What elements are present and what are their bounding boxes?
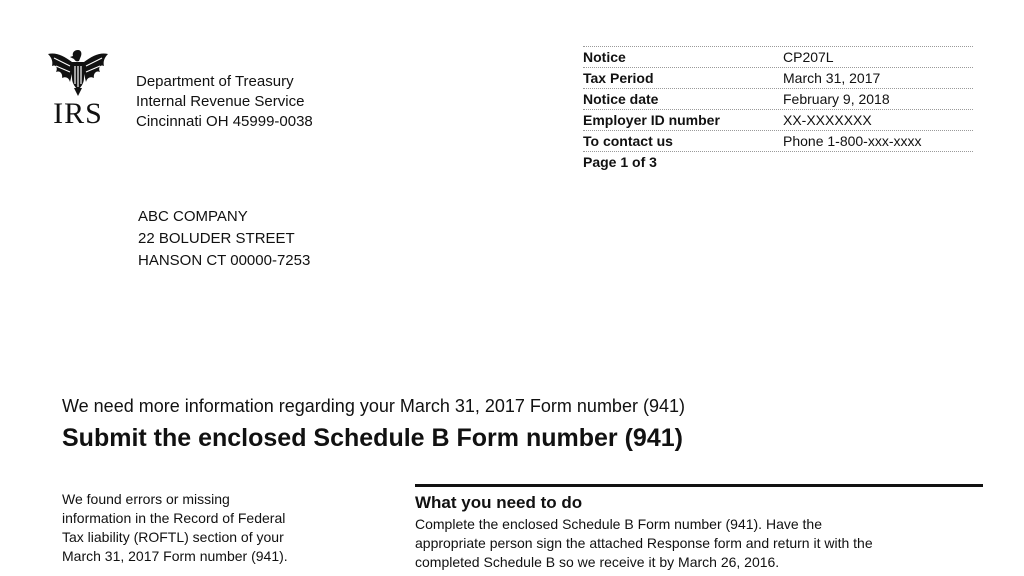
irs-logo — [44, 44, 112, 134]
department-name: Department of Treasury — [136, 73, 294, 90]
recipient-city: HANSON CT 00000-7253 — [138, 252, 311, 269]
recipient-address — [138, 206, 310, 272]
page-indicator-row — [583, 152, 973, 172]
letter-subheading: We need more information regarding your March 31, 2017 Form number (941) — [62, 396, 685, 416]
section-divider — [415, 484, 983, 487]
section-line: appropriate person sign the attached Response form and return it with the — [415, 535, 873, 551]
what-to-do-section — [415, 484, 983, 572]
section-title: What you need to do — [415, 493, 583, 512]
irs-wordmark: IRS — [53, 97, 103, 130]
summary-line: Tax liability (ROFTL) section of your — [62, 529, 284, 545]
notice-info-table — [583, 46, 973, 172]
notice-label: Notice — [583, 49, 626, 65]
letter-heading: Submit the enclosed Schedule B Form number (941) — [62, 424, 683, 452]
notice-value: CP207L — [783, 49, 834, 65]
notice-row — [583, 46, 973, 68]
section-body — [415, 515, 983, 572]
notice-label: Tax Period — [583, 70, 654, 86]
summary-line: information in the Record of Federal — [62, 510, 286, 526]
notice-row — [583, 110, 973, 131]
summary-text — [62, 490, 352, 566]
eagle-seal-icon — [44, 44, 112, 98]
notice-value: Phone 1-800-xxx-xxxx — [783, 133, 922, 149]
summary-line: We found errors or missing — [62, 491, 230, 507]
notice-label: Notice date — [583, 91, 659, 107]
agency-address — [136, 72, 313, 132]
notice-value: March 31, 2017 — [783, 70, 881, 86]
service-name: Internal Revenue Service — [136, 93, 305, 110]
recipient-street: 22 BOLUDER STREET — [138, 230, 295, 247]
page-indicator: Page 1 of 3 — [583, 154, 657, 170]
notice-row — [583, 89, 973, 110]
section-line: completed Schedule B so we receive it by March 26, 2016. — [415, 554, 780, 570]
summary-line: March 31, 2017 Form number (941). — [62, 548, 288, 564]
notice-label: Employer ID number — [583, 112, 720, 128]
notice-row — [583, 131, 973, 152]
notice-value: XX-XXXXXXX — [783, 112, 872, 128]
notice-row — [583, 68, 973, 89]
recipient-name: ABC COMPANY — [138, 208, 248, 225]
notice-label: To contact us — [583, 133, 673, 149]
section-line: Complete the enclosed Schedule B Form number (941). Have the — [415, 516, 822, 532]
agency-city: Cincinnati OH 45999-0038 — [136, 113, 313, 130]
notice-value: February 9, 2018 — [783, 91, 890, 107]
